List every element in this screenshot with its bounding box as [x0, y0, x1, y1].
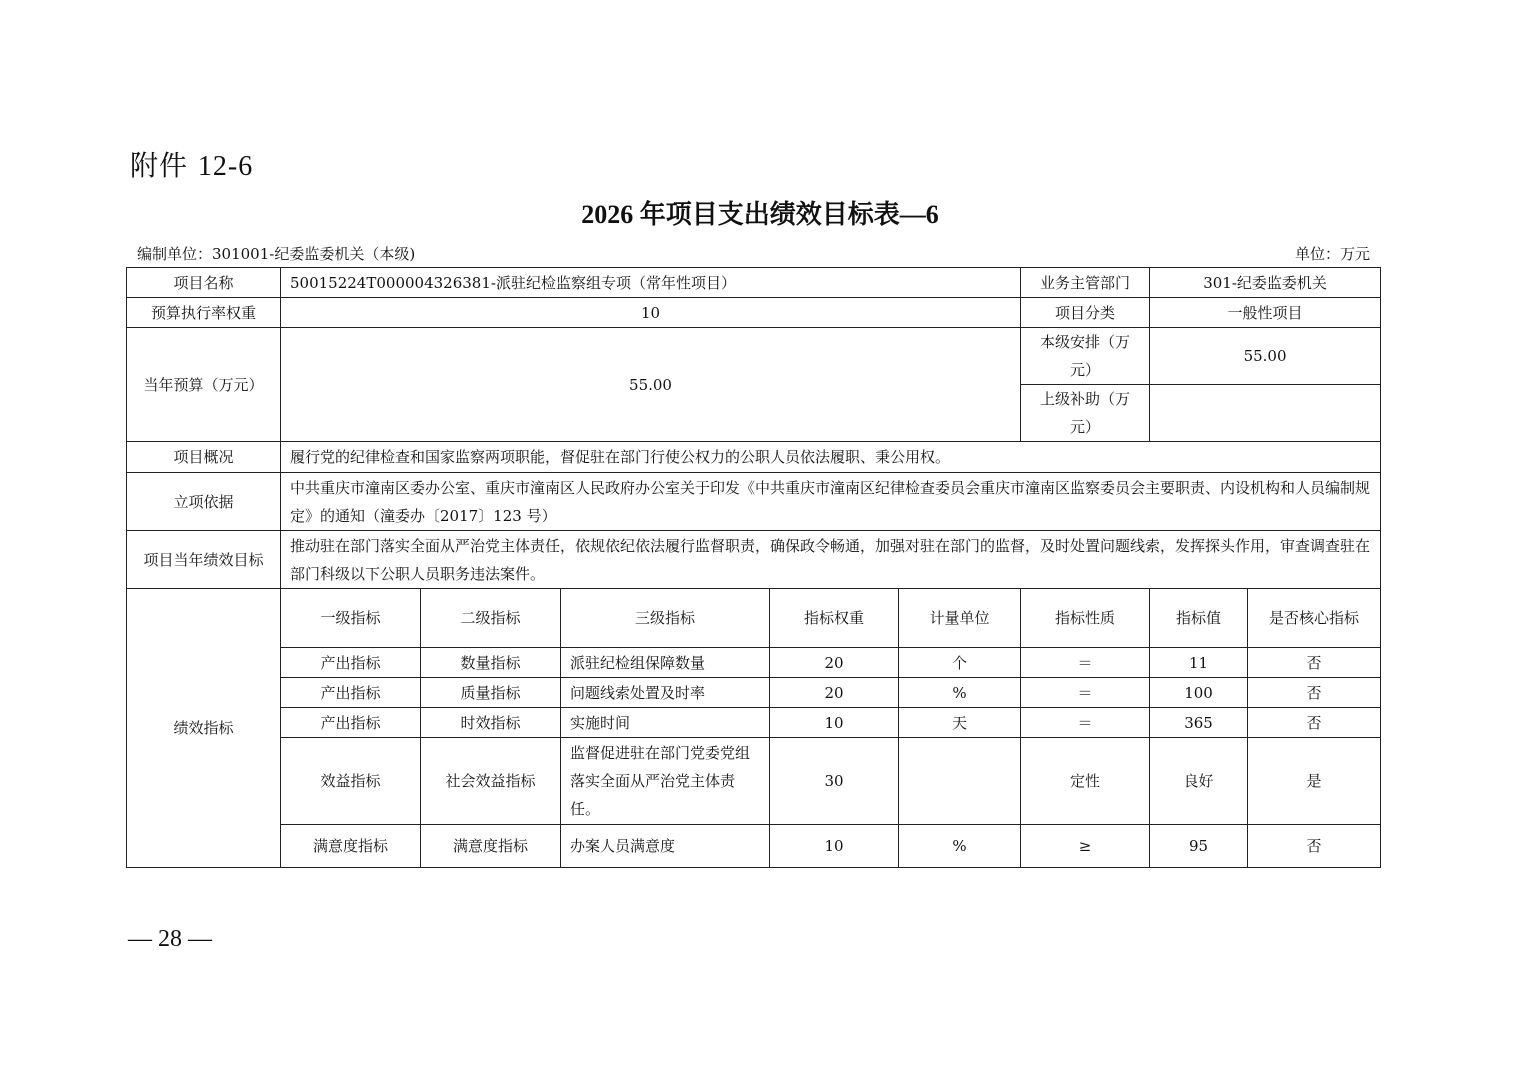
row-core: 否	[1248, 708, 1381, 738]
row-value: 良好	[1150, 738, 1248, 825]
header-weight: 指标权重	[770, 589, 899, 648]
row-l1: 产出指标	[281, 678, 421, 708]
row-l3: 问题线索处置及时率	[561, 678, 770, 708]
budget-label: 当年预算（万元）	[127, 328, 281, 442]
project-name-label: 项目名称	[127, 268, 281, 298]
prepared-by: 编制单位：301001-纪委监委机关（本级)	[137, 245, 416, 263]
table-row	[127, 648, 1381, 678]
row-l2: 时效指标	[421, 708, 561, 738]
header-nature: 指标性质	[1021, 589, 1150, 648]
row-core: 否	[1248, 648, 1381, 678]
row-nature: ＝	[1021, 648, 1150, 678]
indicators-label: 绩效指标	[127, 589, 281, 868]
row-weight: 10	[770, 825, 899, 868]
row-value: 11	[1150, 648, 1248, 678]
row-l2: 质量指标	[421, 678, 561, 708]
row-weight: 30	[770, 738, 899, 825]
goal-label: 项目当年绩效目标	[127, 531, 281, 589]
overview-value: 履行党的纪律检查和国家监察两项职能，督促驻在部门行使公权力的公职人员依法履职、秉公用权。	[281, 442, 1381, 473]
dept-value: 301-纪委监委机关	[1150, 268, 1381, 298]
category-label: 项目分类	[1021, 298, 1150, 328]
header-l3: 三级指标	[561, 589, 770, 648]
row-l1: 满意度指标	[281, 825, 421, 868]
overview-label: 项目概况	[127, 442, 281, 473]
subsidy-value	[1150, 385, 1381, 442]
row-l2: 数量指标	[421, 648, 561, 678]
row-l2: 满意度指标	[421, 825, 561, 868]
attachment-label	[130, 144, 253, 184]
row-unit: 天	[899, 708, 1021, 738]
row-unit	[899, 738, 1021, 825]
page-number: — 28 —	[128, 926, 212, 952]
table-row	[127, 708, 1381, 738]
header-core: 是否核心指标	[1248, 589, 1381, 648]
local-label: 本级安排（万元）	[1021, 328, 1150, 385]
header-unit: 计量单位	[899, 589, 1021, 648]
row-weight: 20	[770, 648, 899, 678]
weight-label: 预算执行率权重	[127, 298, 281, 328]
subsidy-label: 上级补助（万元）	[1021, 385, 1150, 442]
row-nature: ≥	[1021, 825, 1150, 868]
attachment-prefix: 附件	[130, 149, 189, 182]
row-unit: %	[899, 678, 1021, 708]
attachment-number: 12-6	[197, 151, 254, 182]
performance-table	[126, 267, 1381, 868]
table-row	[127, 678, 1381, 708]
header-l1: 一级指标	[281, 589, 421, 648]
budget-value: 55.00	[281, 328, 1021, 442]
row-nature: 定性	[1021, 738, 1150, 825]
row-weight: 20	[770, 678, 899, 708]
unit-label: 单位：万元	[1294, 245, 1370, 263]
row-value: 365	[1150, 708, 1248, 738]
weight-value: 10	[281, 298, 1021, 328]
row-unit: %	[899, 825, 1021, 868]
category-value: 一般性项目	[1150, 298, 1381, 328]
row-l1: 产出指标	[281, 648, 421, 678]
row-l3: 办案人员满意度	[561, 825, 770, 868]
basis-label: 立项依据	[127, 473, 281, 531]
page-title: 2026 年项目支出绩效目标表—6	[581, 200, 939, 229]
row-l1: 产出指标	[281, 708, 421, 738]
row-l2: 社会效益指标	[421, 738, 561, 825]
row-l1: 效益指标	[281, 738, 421, 825]
project-name: 50015224T000004326381-派驻纪检监察组专项（常年性项目）	[281, 268, 1021, 298]
row-value: 100	[1150, 678, 1248, 708]
row-l3: 实施时间	[561, 708, 770, 738]
table-row	[127, 738, 1381, 825]
row-core: 否	[1248, 678, 1381, 708]
table-row	[127, 825, 1381, 868]
row-l3: 派驻纪检组保障数量	[561, 648, 770, 678]
local-value: 55.00	[1150, 328, 1381, 385]
row-core: 是	[1248, 738, 1381, 825]
basis-value: 中共重庆市潼南区委办公室、重庆市潼南区人民政府办公室关于印发《中共重庆市潼南区纪律检查委员会重庆市潼南区监察委员会主要职责、内设机构和人员编制规定》的通知（潼委办〔2017〕123 号）	[281, 473, 1381, 531]
row-core: 否	[1248, 825, 1381, 868]
header-value: 指标值	[1150, 589, 1248, 648]
goal-value: 推动驻在部门落实全面从严治党主体责任，依规依纪依法履行监督职责，确保政令畅通，加强对驻在部门的监督，及时处置问题线索，发挥探头作用，审查调查驻在部门科级以下公职人员职务违法案件。	[281, 531, 1381, 589]
row-l3: 监督促进驻在部门党委党组落实全面从严治党主体责任。	[561, 738, 770, 825]
dept-label: 业务主管部门	[1021, 268, 1150, 298]
row-nature: ＝	[1021, 708, 1150, 738]
row-value: 95	[1150, 825, 1248, 868]
header-l2: 二级指标	[421, 589, 561, 648]
row-nature: ＝	[1021, 678, 1150, 708]
row-unit: 个	[899, 648, 1021, 678]
row-weight: 10	[770, 708, 899, 738]
